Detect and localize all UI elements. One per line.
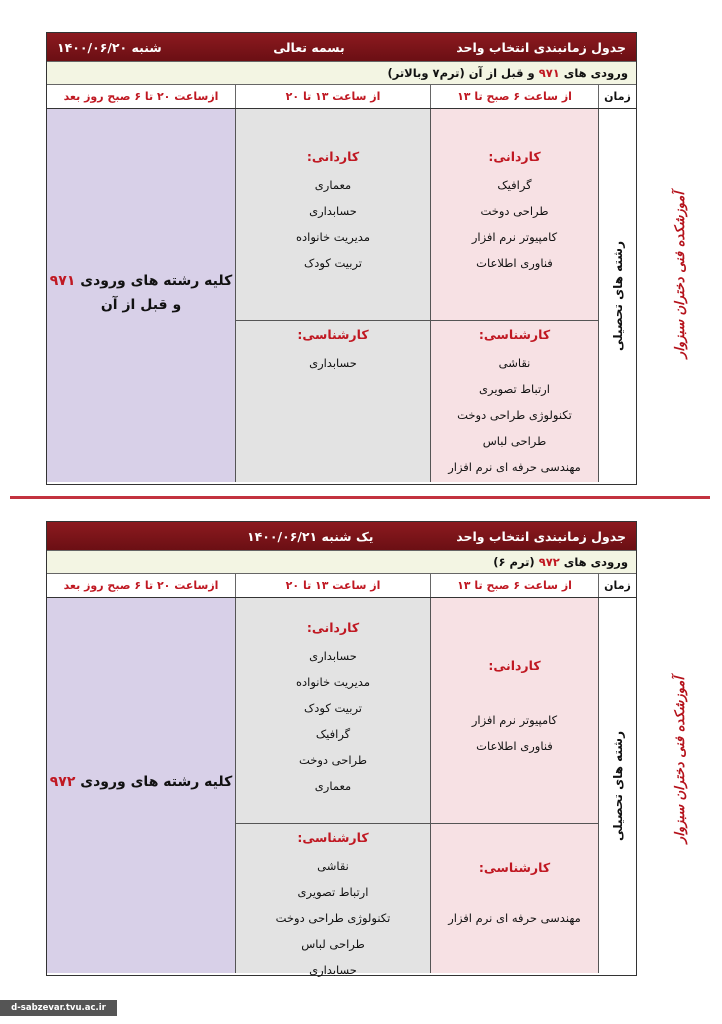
list-item: طراحی لباس (301, 937, 365, 951)
list-item: گرافیک (315, 727, 351, 741)
body-row (47, 109, 636, 482)
bachelor-heading: کارشناسی: (297, 327, 369, 342)
title-bar (47, 33, 636, 61)
morning-associate-cell (431, 149, 598, 276)
night-note-number: ۹۷۲ (49, 774, 76, 790)
table-title: جدول زمانبندی انتخاب واحد (456, 39, 626, 55)
list-item: طراحی لباس (482, 434, 547, 448)
list-item: مهندسی حرفه ای نرم افزار (448, 911, 581, 925)
body-row (47, 598, 636, 977)
subtitle-prefix: ورودی های (563, 66, 628, 80)
list-item: تکنولوژی طراحی دوخت (457, 408, 572, 422)
time-header: زمان (598, 574, 636, 597)
list-item: کامپیوتر نرم افزار (471, 230, 558, 244)
afternoon-bachelor-cell (236, 320, 430, 482)
row-label: رشته های تحصیلی (610, 240, 625, 351)
row-label-cell (598, 598, 636, 973)
header-row (47, 574, 636, 598)
night-note-prefix: کلیه رشته های ورودی (80, 273, 233, 289)
list-item: نقاشی (317, 859, 349, 873)
subtitle-suffix: و قبل از آن (ترم۷ وبالاتر) (387, 66, 535, 80)
bachelor-heading: کارشناسی: (297, 830, 369, 845)
night-note (47, 770, 235, 794)
title-bar (47, 522, 636, 550)
row-label-cell (598, 109, 636, 482)
signature-stamp (648, 660, 712, 860)
list-item: تربیت کودک (304, 701, 362, 715)
list-item: حسابداری (309, 963, 357, 977)
afternoon-associate-cell (236, 149, 430, 276)
row-label: رشته های تحصیلی (610, 730, 625, 841)
morning-associate-cell (431, 658, 598, 759)
morning-bachelor-cell (431, 823, 598, 973)
list-item: ارتباط تصویری (479, 382, 550, 396)
subtitle-number: ۹۷۱ (538, 66, 560, 80)
list-item: فناوری اطلاعات (476, 739, 553, 753)
night-column (47, 109, 235, 482)
date-label: یک شنبه ۱۴۰۰/۰۶/۲۱ (247, 528, 374, 544)
subtitle-prefix: ورودی های (563, 555, 628, 569)
slot-afternoon-header: از ساعت ۱۳ تا ۲۰ (235, 574, 430, 597)
time-header: زمان (598, 85, 636, 108)
date-label: شنبه ۱۴۰۰/۰۶/۲۰ (57, 39, 162, 55)
associate-heading: کاردانی: (306, 149, 360, 164)
list-item: مهندسی حرفه ای نرم افزار (448, 460, 581, 474)
list-item: مدیریت خانواده (296, 230, 370, 244)
slot-morning-header: از ساعت ۶ صبح تا ۱۳ (430, 85, 598, 108)
list-item: معماری (314, 779, 352, 793)
section-divider (10, 496, 710, 499)
list-item: حسابداری (309, 204, 357, 218)
afternoon-column (235, 598, 430, 977)
bachelor-heading: کارشناسی: (478, 860, 551, 875)
afternoon-bachelor-cell (236, 823, 430, 977)
signature-text: آموزشکده فنی دختران سبزوار (672, 676, 688, 844)
bismillah: بسمه تعالی (273, 39, 345, 55)
schedule-table-1 (46, 32, 637, 485)
entry-subtitle (47, 61, 636, 85)
slot-afternoon-header: از ساعت ۱۳ تا ۲۰ (235, 85, 430, 108)
list-item: حسابداری (309, 356, 357, 370)
morning-column (430, 109, 598, 482)
list-item: معماری (314, 178, 352, 192)
list-item: فناوری اطلاعات (476, 256, 553, 270)
slot-morning-header: از ساعت ۶ صبح تا ۱۳ (430, 574, 598, 597)
associate-heading: کاردانی: (488, 149, 541, 164)
list-item: ارتباط تصویری (297, 885, 369, 899)
subtitle-number: ۹۷۲ (538, 555, 560, 569)
subtitle-suffix: (ترم ۶) (493, 555, 535, 569)
list-item: مدیریت خانواده (296, 675, 370, 689)
night-note-prefix: کلیه رشته های ورودی (80, 774, 233, 790)
associate-heading: کاردانی: (488, 658, 541, 673)
afternoon-associate-cell (236, 620, 430, 799)
night-note-line2: و قبل از آن (100, 297, 182, 313)
associate-heading: کاردانی: (306, 620, 360, 635)
slot-night-header: ازساعت ۲۰ تا ۶ صبح روز بعد (63, 579, 219, 592)
morning-bachelor-cell (431, 320, 598, 482)
signature-text: آموزشکده فنی دختران سبزوار (672, 191, 688, 359)
afternoon-column (235, 109, 430, 482)
signature-stamp (648, 175, 712, 375)
night-note-number: ۹۷۱ (49, 273, 76, 289)
website-link[interactable]: d-sabzevar.tvu.ac.ir (0, 1000, 117, 1016)
bachelor-heading: کارشناسی: (478, 327, 551, 342)
list-item: کامپیوتر نرم افزار (471, 713, 558, 727)
night-note (47, 269, 235, 317)
list-item: طراحی دوخت (298, 753, 368, 767)
list-item: حسابداری (309, 649, 357, 663)
table-title: جدول زمانبندی انتخاب واحد (456, 528, 626, 544)
schedule-table-2 (46, 521, 637, 976)
list-item: گرافیک (497, 178, 532, 192)
morning-column (430, 598, 598, 973)
slot-night-header: ازساعت ۲۰ تا ۶ صبح روز بعد (63, 90, 219, 103)
header-row (47, 85, 636, 109)
list-item: تکنولوژی طراحی دوخت (275, 911, 391, 925)
list-item: طراحی دوخت (480, 204, 549, 218)
entry-subtitle (47, 550, 636, 574)
night-column (47, 598, 235, 973)
list-item: نقاشی (498, 356, 531, 370)
list-item: تربیت کودک (304, 256, 362, 270)
